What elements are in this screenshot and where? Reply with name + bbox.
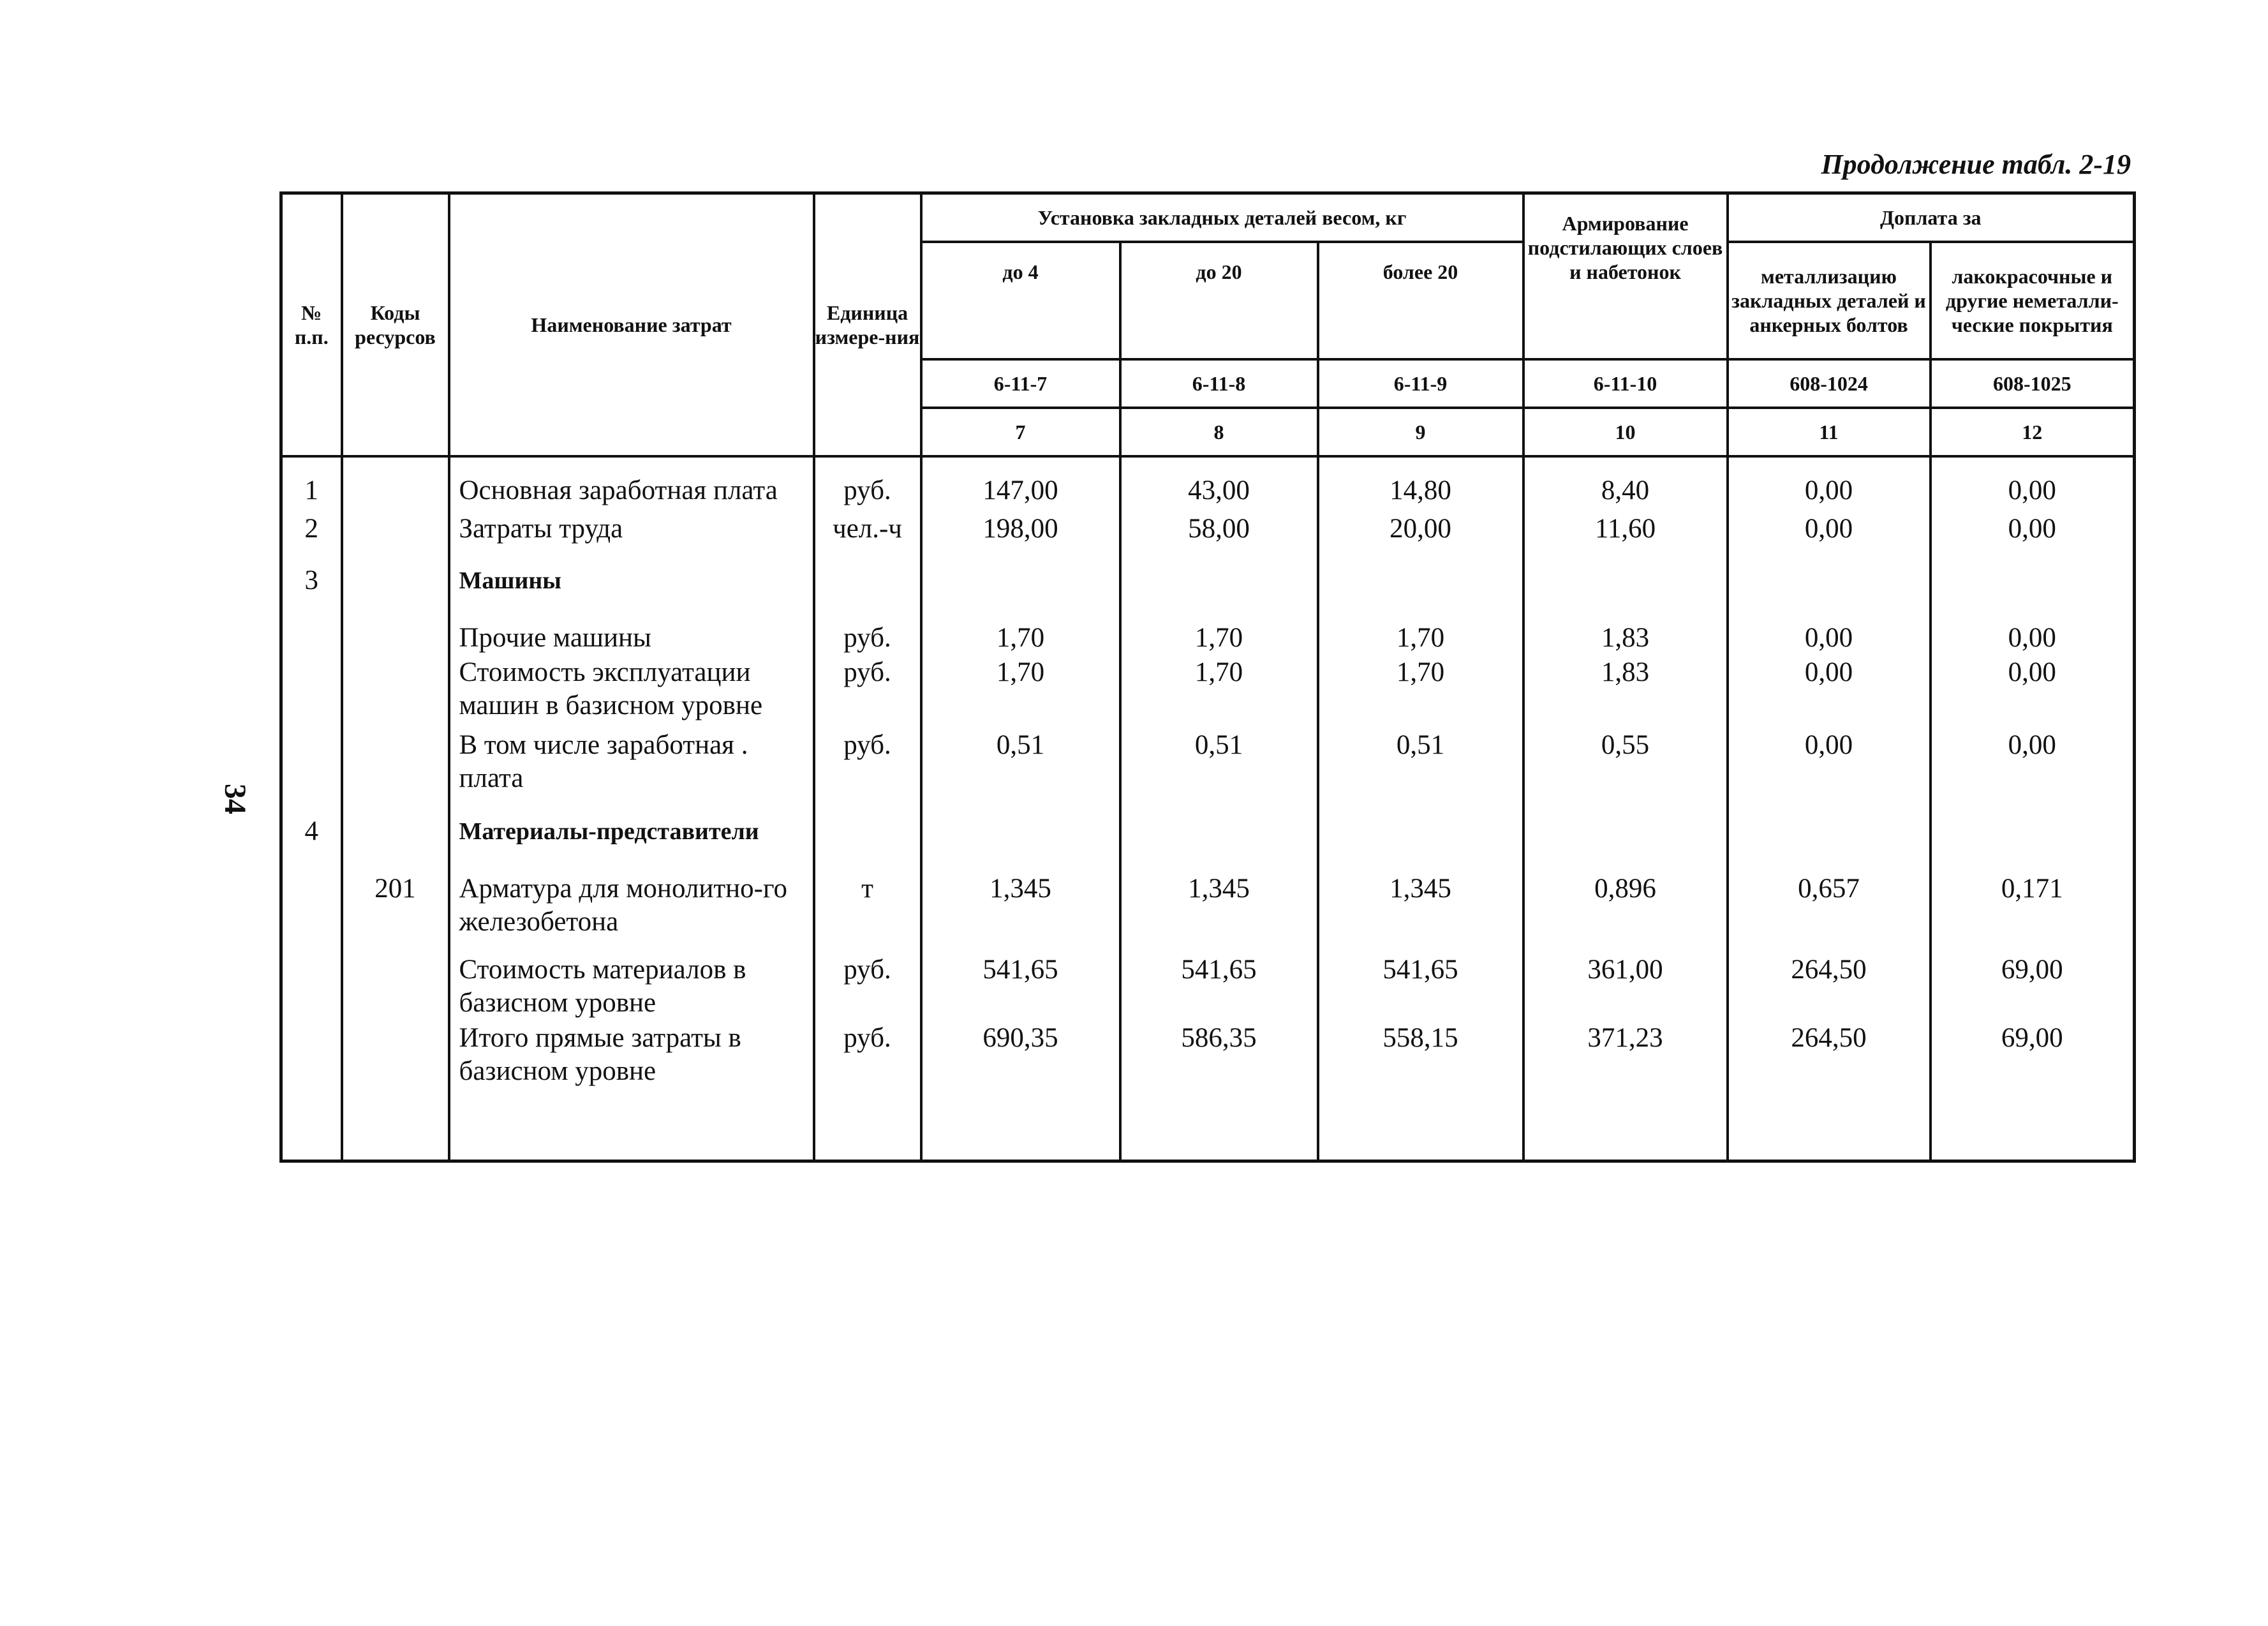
header-surcharge-group: Доплата за: [1728, 193, 2135, 242]
value-cell: 0,00: [1931, 724, 2135, 797]
value-cell: [1318, 546, 1523, 599]
unit-cell: руб.: [814, 941, 921, 1022]
header-install-group: Установка закладных деталей весом, кг: [921, 193, 1523, 242]
value-cell: [921, 546, 1120, 599]
header-name: Наименование затрат: [449, 193, 814, 457]
resource-code: [342, 797, 449, 849]
value-cell: 69,00: [1931, 1022, 2135, 1089]
empty-cell: [814, 1089, 921, 1161]
column-number: 12: [1931, 408, 2135, 456]
header-codes: Коды ресурсов: [342, 193, 449, 457]
value-cell: 361,00: [1523, 941, 1728, 1022]
value-cell: 8,40: [1523, 456, 1728, 509]
unit-cell: [814, 546, 921, 599]
code-cell: 6-11-8: [1120, 359, 1318, 408]
row-number: 2: [281, 509, 342, 546]
empty-cell: [1120, 1089, 1318, 1161]
value-cell: 147,00: [921, 456, 1120, 509]
value-cell: 0,55: [1523, 724, 1728, 797]
cost-name: Арматура для монолитно-го железобетона: [449, 849, 814, 941]
table-row: [281, 456, 2135, 509]
value-cell: [1523, 797, 1728, 849]
value-cell: 1,83: [1523, 599, 1728, 656]
header-up-to-4: до 4: [921, 242, 1120, 359]
table-row: [281, 1022, 2135, 1089]
row-number: [281, 941, 342, 1022]
row-number: [281, 849, 342, 941]
section-title: Материалы-представители: [449, 797, 814, 849]
empty-cell: [1523, 1089, 1728, 1161]
column-number: 8: [1120, 408, 1318, 456]
row-number: 3: [281, 546, 342, 599]
code-cell: 6-11-9: [1318, 359, 1523, 408]
header-over-20: более 20: [1318, 242, 1523, 359]
value-cell: [1120, 797, 1318, 849]
cost-table: [279, 191, 2136, 1163]
value-cell: 558,15: [1318, 1022, 1523, 1089]
resource-code: [342, 656, 449, 724]
row-number: [281, 656, 342, 724]
code-cell: 608-1025: [1931, 359, 2135, 408]
value-cell: 1,70: [1120, 656, 1318, 724]
code-cell: 6-11-7: [921, 359, 1120, 408]
value-cell: 0,00: [1728, 599, 1931, 656]
value-cell: 1,345: [1120, 849, 1318, 941]
empty-cell: [342, 1089, 449, 1161]
value-cell: 0,00: [1931, 599, 2135, 656]
value-cell: 1,70: [921, 656, 1120, 724]
cost-name: Итого прямые затраты в базисном уровне: [449, 1022, 814, 1089]
value-cell: [1523, 546, 1728, 599]
column-number: 7: [921, 408, 1120, 456]
value-cell: 11,60: [1523, 509, 1728, 546]
resource-code: [342, 724, 449, 797]
cost-name: В том числе заработная . плата: [449, 724, 814, 797]
cost-name: Стоимость материалов в базисном уровне: [449, 941, 814, 1022]
column-number: 9: [1318, 408, 1523, 456]
header-no: № п.п.: [281, 193, 342, 457]
cost-name: Основная заработная плата: [449, 456, 814, 509]
resource-code: [342, 941, 449, 1022]
value-cell: 0,00: [1728, 724, 1931, 797]
value-cell: [1931, 797, 2135, 849]
value-cell: 198,00: [921, 509, 1120, 546]
resource-code: [342, 546, 449, 599]
code-cell: 6-11-10: [1523, 359, 1728, 408]
empty-cell: [921, 1089, 1120, 1161]
table-row: [281, 656, 2135, 724]
value-cell: 1,70: [1120, 599, 1318, 656]
header-up-to-20: до 20: [1120, 242, 1318, 359]
value-cell: 1,70: [921, 599, 1120, 656]
value-cell: 541,65: [1318, 941, 1523, 1022]
unit-cell: [814, 797, 921, 849]
cost-name: Затраты труда: [449, 509, 814, 546]
unit-cell: руб.: [814, 1022, 921, 1089]
value-cell: 0,171: [1931, 849, 2135, 941]
code-cell: 608-1024: [1728, 359, 1931, 408]
value-cell: 541,65: [921, 941, 1120, 1022]
value-cell: 1,83: [1523, 656, 1728, 724]
value-cell: [921, 797, 1120, 849]
value-cell: 0,51: [1318, 724, 1523, 797]
value-cell: 0,896: [1523, 849, 1728, 941]
value-cell: 0,00: [1728, 456, 1931, 509]
empty-cell: [1931, 1089, 2135, 1161]
value-cell: 20,00: [1318, 509, 1523, 546]
unit-cell: руб.: [814, 656, 921, 724]
unit-cell: руб.: [814, 456, 921, 509]
value-cell: 586,35: [1120, 1022, 1318, 1089]
value-cell: 58,00: [1120, 509, 1318, 546]
section-row: [281, 546, 2135, 599]
section-title: Машины: [449, 546, 814, 599]
value-cell: [1931, 546, 2135, 599]
table-row: [281, 599, 2135, 656]
table-continuation-caption: Продолжение табл. 2-19: [1821, 149, 2131, 180]
value-cell: [1318, 797, 1523, 849]
row-number: [281, 724, 342, 797]
value-cell: [1120, 546, 1318, 599]
header-metallization: металлизацию закладных деталей и анкерных болтов: [1728, 242, 1931, 359]
value-cell: 0,00: [1931, 456, 2135, 509]
value-cell: 0,00: [1728, 656, 1931, 724]
row-number: 1: [281, 456, 342, 509]
value-cell: 541,65: [1120, 941, 1318, 1022]
header-unit: Единица измере-ния: [814, 193, 921, 457]
empty-cell: [281, 1089, 342, 1161]
empty-cell: [449, 1089, 814, 1161]
cost-name: Прочие машины: [449, 599, 814, 656]
unit-cell: чел.-ч: [814, 509, 921, 546]
value-cell: 1,345: [921, 849, 1120, 941]
cost-name: Стоимость эксплуатации машин в базисном уровне: [449, 656, 814, 724]
value-cell: 264,50: [1728, 1022, 1931, 1089]
page-number: 34: [218, 784, 252, 814]
value-cell: 1,345: [1318, 849, 1523, 941]
value-cell: 14,80: [1318, 456, 1523, 509]
column-number: 10: [1523, 408, 1728, 456]
row-number: 4: [281, 797, 342, 849]
empty-cell: [1728, 1089, 1931, 1161]
unit-cell: руб.: [814, 599, 921, 656]
row-number: [281, 1022, 342, 1089]
value-cell: [1728, 797, 1931, 849]
table-row: [281, 724, 2135, 797]
resource-code: 201: [342, 849, 449, 941]
resource-code: [342, 599, 449, 656]
value-cell: 0,00: [1931, 656, 2135, 724]
section-row: [281, 797, 2135, 849]
value-cell: 1,70: [1318, 656, 1523, 724]
resource-code: [342, 1022, 449, 1089]
table-row: [281, 849, 2135, 941]
value-cell: 0,51: [1120, 724, 1318, 797]
table-body: [281, 456, 2135, 1161]
value-cell: 0,657: [1728, 849, 1931, 941]
value-cell: 371,23: [1523, 1022, 1728, 1089]
value-cell: 0,51: [921, 724, 1120, 797]
value-cell: 43,00: [1120, 456, 1318, 509]
resource-code: [342, 509, 449, 546]
resource-code: [342, 456, 449, 509]
unit-cell: руб.: [814, 724, 921, 797]
header-reinforce: Армирование подстилающих слоев и набетонок: [1523, 193, 1728, 360]
value-cell: [1728, 546, 1931, 599]
unit-cell: т: [814, 849, 921, 941]
filler-row: [281, 1089, 2135, 1161]
value-cell: 0,00: [1931, 509, 2135, 546]
table-row: [281, 509, 2135, 546]
table-row: [281, 941, 2135, 1022]
row-number: [281, 599, 342, 656]
value-cell: 0,00: [1728, 509, 1931, 546]
column-number: 11: [1728, 408, 1931, 456]
value-cell: 69,00: [1931, 941, 2135, 1022]
empty-cell: [1318, 1089, 1523, 1161]
value-cell: 690,35: [921, 1022, 1120, 1089]
header-paint: лакокрасочные и другие неметалли-ческие покрытия: [1931, 242, 2135, 359]
value-cell: 1,70: [1318, 599, 1523, 656]
value-cell: 264,50: [1728, 941, 1931, 1022]
